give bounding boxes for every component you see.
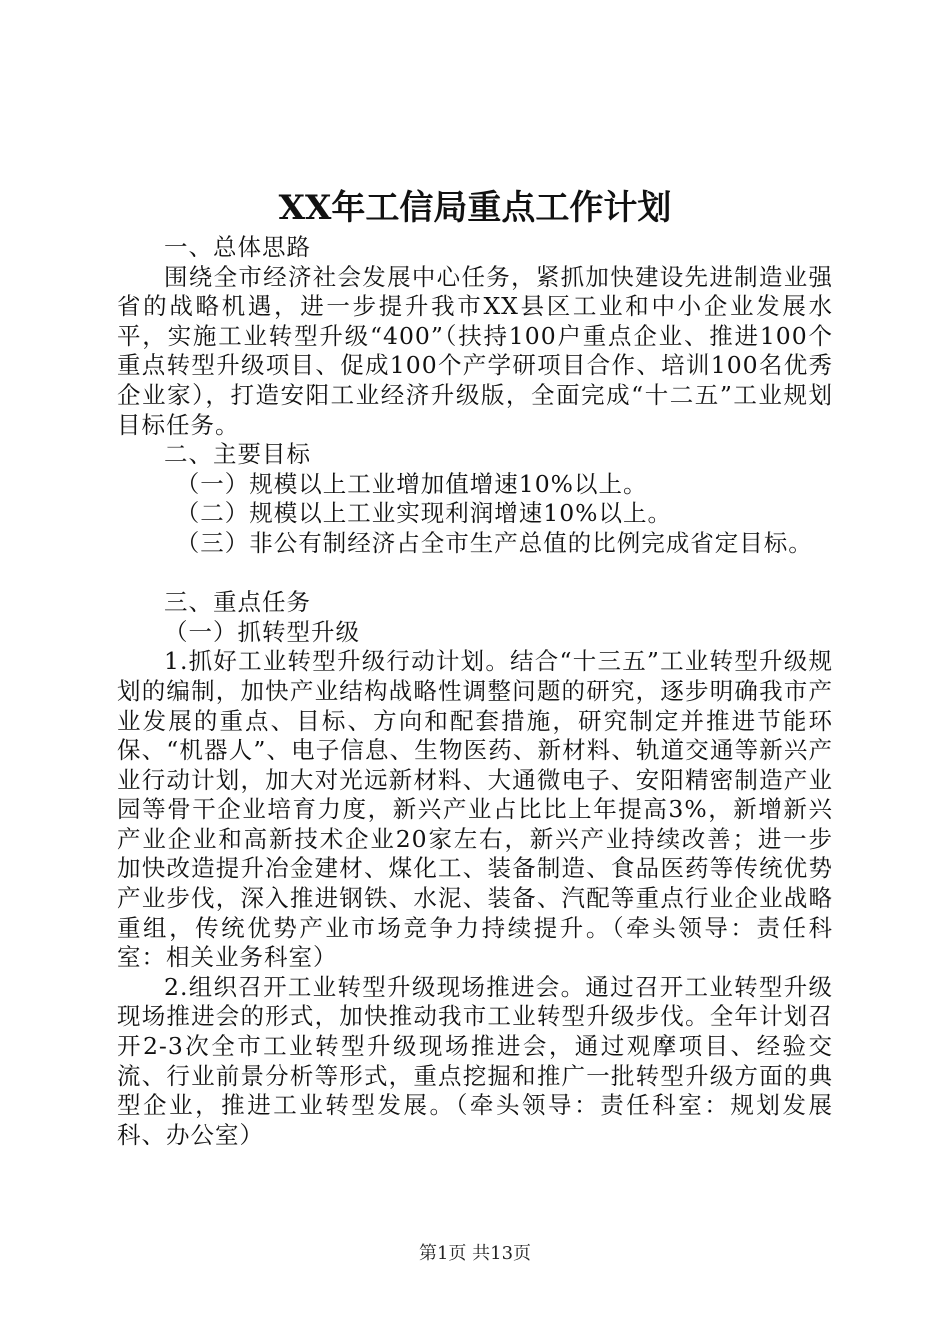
subsection-heading-1: （一）抓转型升级 (164, 617, 360, 646)
section-heading-2: 二、主要目标 (164, 440, 311, 469)
page-number-footer: 第1页 共13页 (418, 1243, 532, 1264)
section-paragraph-1: 围绕全市经济社会发展中心任务，紧抓加快建设先进制造业强省的战略机遇，进一步提升我市XX县区工业和中小企业发展水平，实施工业转型升级“400”（扶持100户重点企业、推进100个重点转型升级项目、促成100个产学研项目合作、培训100名优秀企业家），打造安阳工业经济升级版，全面完成“十二五”工业规划目标任务。 (117, 262, 833, 439)
goal-item-3: （三）非公有制经济占全市生产总值的比例完成省定目标。 (175, 528, 813, 557)
blank-line (117, 559, 833, 589)
section-heading-3: 三、重点任务 (164, 588, 311, 617)
section-heading-1: 一、总体思路 (164, 233, 311, 261)
task-paragraph-2: 2.组织召开工业转型升级现场推进会。通过召开工业转型升级现场推进会的形式，加快推动我市工业转型升级步伐。全年计划召开2-3次全市工业转型升级现场推进会，通过观摩项目、经验交流、行业前景分析等形式，重点挖掘和推广一批转型升级方面的典型企业，推进工业转型发展。（牵头领导：责任科室：规划发展科、办公室） (117, 972, 833, 1149)
document-body (117, 233, 833, 1150)
goal-item-1: （一）规模以上工业增加值增速10%以上。 (175, 469, 648, 498)
goal-item-2: （二）规模以上工业实现利润增速10%以上。 (175, 499, 672, 528)
document-title: XX年工信局重点工作计划 (278, 188, 672, 228)
task-paragraph-1: 1.抓好工业转型升级行动计划。结合“十三五”工业转型升级规划的编制，加快产业结构战略性调整问题的研究，逐步明确我市产业发展的重点、目标、方向和配套措施，研究制定并推进节能环保、“机器人”、电子信息、生物医药、新材料、轨道交通等新兴产业行动计划，加大对光远新材料、大通微电子、安阳精密制造产业园等骨干企业培育力度，新兴产业占比比上年提高3%，新增新兴产业企业和高新技术企业20家左右，新兴产业持续改善；进一步加快改造提升冶金建材、煤化工、装备制造、食品医药等传统优势产业步伐，深入推进钢铁、水泥、装备、汽配等重点行业企业战略重组，传统优势产业市场竞争力持续提升。（牵头领导：责任科室：相关业务科室） (117, 647, 833, 972)
